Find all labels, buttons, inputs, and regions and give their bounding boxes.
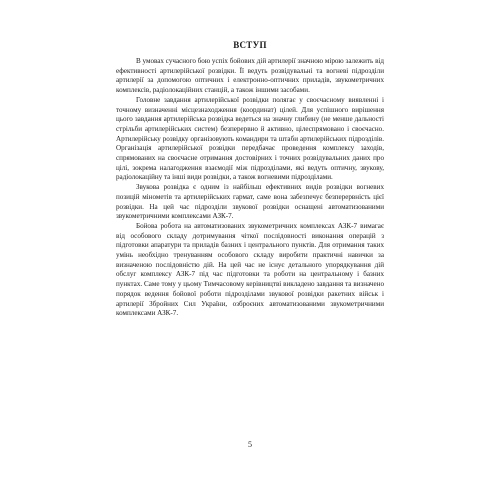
section-heading: ВСТУП: [233, 40, 267, 50]
page-number: 5: [248, 440, 252, 449]
paragraph-2: Головне завдання артилерійської розвідки полягає у своєчасному виявленні і точному визначенні місцезнаходження (координат) цілей. Для успішного вирішення цього завдання артилерійська розвідка ведеться на значну глибину (не менше дальності стрільби артилерійських систем) безперервно й активно, цілеспрямовано і своєчасно. Артилерійську розвідку організовують командири та штаби артилерійських підрозділів. Організація артилерійської розвідки передбачає проведення комплексу заходів, спрямованих на своєчасне отримання достовірних і точних розвідувальних даних про цілі, зокрема налагодження взаємодії між підрозділами, які ведуть оптичну, звукову, радіолокаційну та інші види розвідки, а також вогневими підрозділами.: [116, 95, 384, 182]
paragraph-3: Звукова розвідка є одним із найбільш ефективних видів розвідки вогневих позицій мінометів та артилерійських гармат, саме вона забезпечує безперервність цієї розвідки. На цей час підрозділи звукової розвідки оснащені автоматизованими звукометричними комплексами АЗК-7.: [116, 183, 384, 221]
paragraph-1: В умовах сучасного бою успіх бойових дій артилерії значною мірою залежить від ефективності артилерійської розвідки. Її ведуть розвідувальні та вогневі підрозділи артилерії за допомогою оптичних і електронно-оптичних приладів, звукометричних комплексів, радіолокаційних станцій, а також іншими засобами.: [116, 57, 384, 95]
document-body: [116, 40, 384, 319]
paragraph-4: Бойова робота на автоматизованих звукометричних комплексах АЗК-7 вимагає від особового складу дотримування чіткої послідовності виконання операцій з підготовки апаратури та приладів базних і центрального пунктів. Для отримання таких умінь необхідно тренуванням особового складу виробити практичні навички за визначеною послідовністю дій. На цей час не існує детального упорядкування дій обслуг комплексу АЗК-7 під час підготовки та роботи на центральному і базних пунктах. Саме тому у цьому Тимчасовому керівництві викладено завдання та визначено порядок ведення бойової роботи підрозділами звукової розвідки ракетних військ і артилерії Збройних Сил України, озброєних автоматизованими звукометричними комплексами АЗК-7.: [116, 221, 384, 318]
